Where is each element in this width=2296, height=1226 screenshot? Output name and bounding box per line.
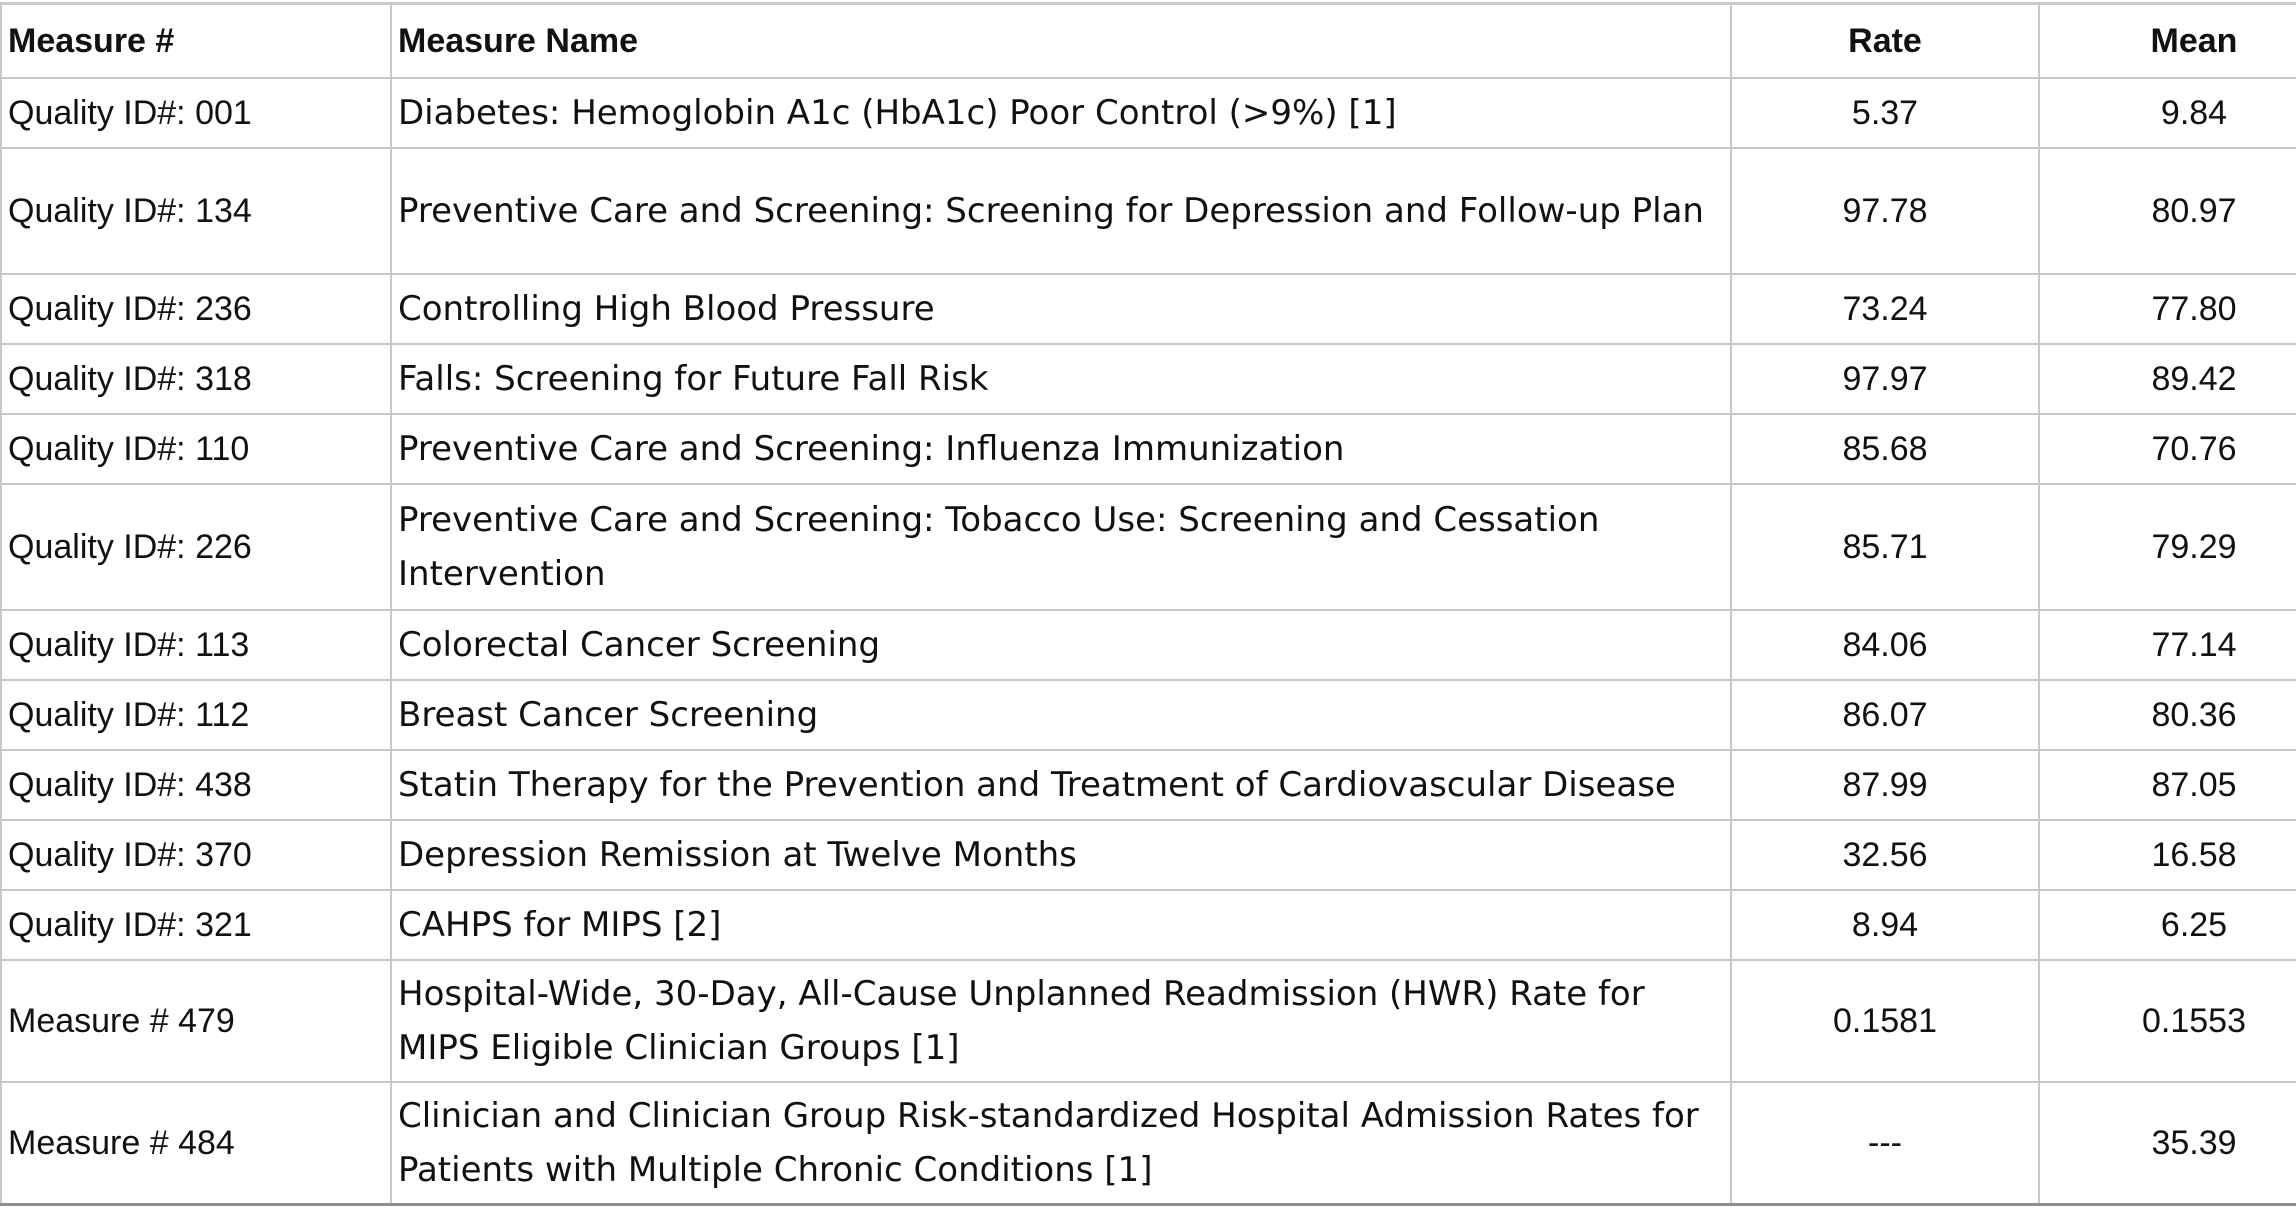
mean-cell: 77.80 xyxy=(2039,274,2296,344)
rate-cell: 8.94 xyxy=(1731,890,2039,960)
table-row xyxy=(1,680,2296,750)
mean-cell: 77.14 xyxy=(2039,610,2296,680)
measure-name-cell: Depression Remission at Twelve Months xyxy=(391,820,1731,890)
measure-id-cell: Quality ID#: 113 xyxy=(1,610,391,680)
mean-cell: 79.29 xyxy=(2039,484,2296,610)
mean-cell: 9.84 xyxy=(2039,78,2296,148)
measure-id-cell: Quality ID#: 110 xyxy=(1,414,391,484)
rate-cell: 97.78 xyxy=(1731,148,2039,274)
measure-name-cell: Controlling High Blood Pressure xyxy=(391,274,1731,344)
table-row xyxy=(1,610,2296,680)
mean-cell: 80.36 xyxy=(2039,680,2296,750)
table-row xyxy=(1,960,2296,1082)
mean-cell: 0.1553 xyxy=(2039,960,2296,1082)
header-row xyxy=(1,4,2296,79)
measure-name-cell: Statin Therapy for the Prevention and Treatment of Cardiovascular Disease xyxy=(391,750,1731,820)
table-row xyxy=(1,78,2296,148)
measure-id-cell: Measure # 479 xyxy=(1,960,391,1082)
table-row xyxy=(1,820,2296,890)
table-row xyxy=(1,148,2296,274)
rate-cell: 85.68 xyxy=(1731,414,2039,484)
header-measure-name: Measure Name xyxy=(391,4,1731,79)
measure-name-cell: Preventive Care and Screening: Screening for Depression and Follow-up Plan xyxy=(391,148,1731,274)
mean-cell: 87.05 xyxy=(2039,750,2296,820)
rate-cell: 86.07 xyxy=(1731,680,2039,750)
measure-id-cell: Quality ID#: 438 xyxy=(1,750,391,820)
table-row xyxy=(1,890,2296,960)
measure-name-cell: Breast Cancer Screening xyxy=(391,680,1731,750)
measure-id-cell: Quality ID#: 112 xyxy=(1,680,391,750)
rate-cell: 0.1581 xyxy=(1731,960,2039,1082)
table-row xyxy=(1,1082,2296,1205)
measure-name-cell: Preventive Care and Screening: Tobacco Use: Screening and Cessation Intervention xyxy=(391,484,1731,610)
measure-name-cell: Colorectal Cancer Screening xyxy=(391,610,1731,680)
measure-name-cell: Falls: Screening for Future Fall Risk xyxy=(391,344,1731,414)
mean-cell: 6.25 xyxy=(2039,890,2296,960)
table-row xyxy=(1,274,2296,344)
mean-cell: 16.58 xyxy=(2039,820,2296,890)
table-row xyxy=(1,414,2296,484)
measure-id-cell: Quality ID#: 226 xyxy=(1,484,391,610)
measures-table xyxy=(0,2,2296,1206)
mean-cell: 89.42 xyxy=(2039,344,2296,414)
rate-cell: 84.06 xyxy=(1731,610,2039,680)
table-row xyxy=(1,484,2296,610)
header-mean: Mean xyxy=(2039,4,2296,79)
rate-cell: 5.37 xyxy=(1731,78,2039,148)
mean-cell: 35.39 xyxy=(2039,1082,2296,1205)
table-row xyxy=(1,344,2296,414)
header-rate: Rate xyxy=(1731,4,2039,79)
measure-id-cell: Quality ID#: 001 xyxy=(1,78,391,148)
rate-cell: --- xyxy=(1731,1082,2039,1205)
measure-id-cell: Quality ID#: 370 xyxy=(1,820,391,890)
rate-cell: 32.56 xyxy=(1731,820,2039,890)
header-measure-num: Measure # xyxy=(1,4,391,79)
measure-name-cell: CAHPS for MIPS [2] xyxy=(391,890,1731,960)
measure-id-cell: Quality ID#: 236 xyxy=(1,274,391,344)
rate-cell: 97.97 xyxy=(1731,344,2039,414)
rate-cell: 85.71 xyxy=(1731,484,2039,610)
measure-name-cell: Clinician and Clinician Group Risk-standardized Hospital Admission Rates for Patients with Multiple Chronic Conditions [1] xyxy=(391,1082,1731,1205)
rate-cell: 73.24 xyxy=(1731,274,2039,344)
mean-cell: 80.97 xyxy=(2039,148,2296,274)
measure-name-cell: Preventive Care and Screening: Influenza Immunization xyxy=(391,414,1731,484)
mean-cell: 70.76 xyxy=(2039,414,2296,484)
measure-id-cell: Measure # 484 xyxy=(1,1082,391,1205)
measure-name-cell: Diabetes: Hemoglobin A1c (HbA1c) Poor Control (>9%) [1] xyxy=(391,78,1731,148)
measure-id-cell: Quality ID#: 321 xyxy=(1,890,391,960)
table-row xyxy=(1,750,2296,820)
rate-cell: 87.99 xyxy=(1731,750,2039,820)
measure-id-cell: Quality ID#: 318 xyxy=(1,344,391,414)
measure-name-cell: Hospital-Wide, 30-Day, All-Cause Unplanned Readmission (HWR) Rate for MIPS Eligible Clinician Groups [1] xyxy=(391,960,1731,1082)
measure-id-cell: Quality ID#: 134 xyxy=(1,148,391,274)
